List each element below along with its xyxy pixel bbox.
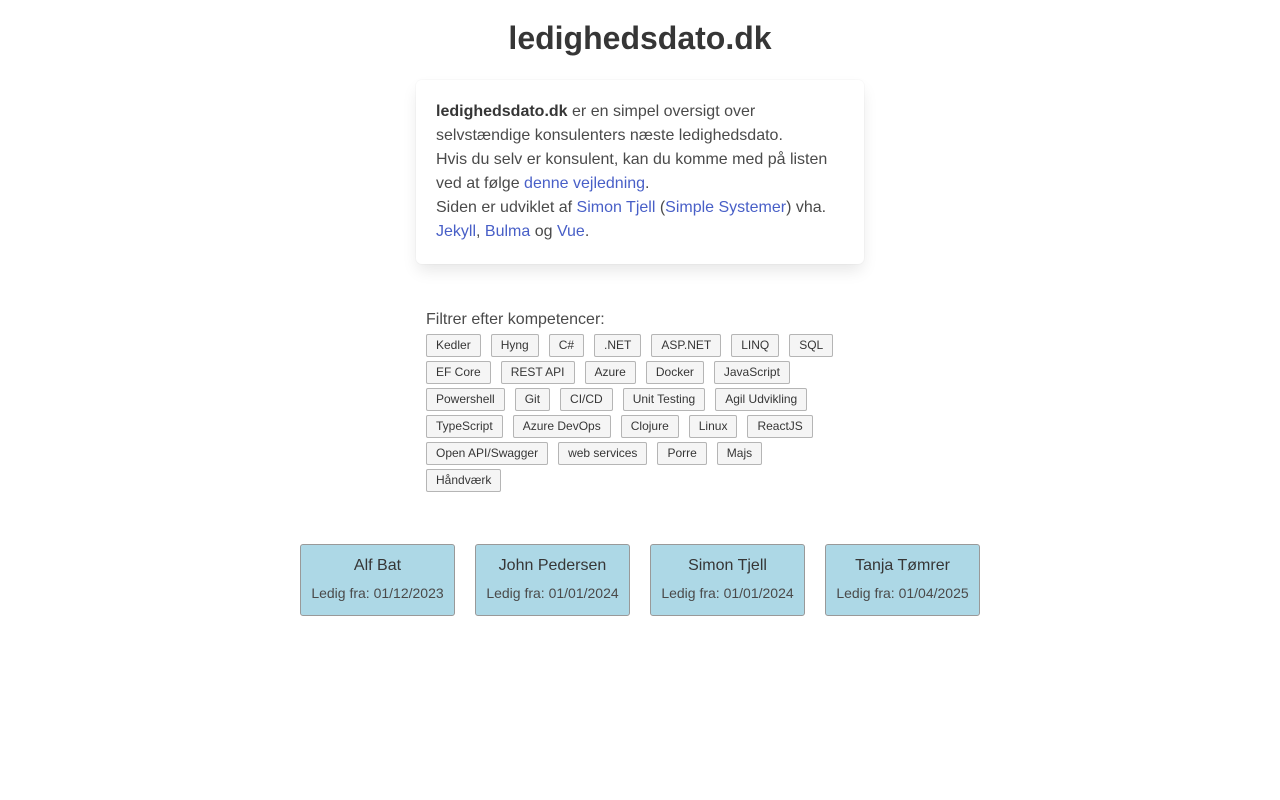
site-name: ledighedsdato.dk <box>436 103 568 120</box>
skill-tag[interactable]: Kedler <box>426 334 481 357</box>
skill-tag[interactable]: REST API <box>501 361 575 384</box>
skill-tag[interactable]: C# <box>549 334 584 357</box>
consultant-card[interactable] <box>825 544 980 616</box>
availability-date: Ledig fra: 01/12/2023 <box>311 585 444 601</box>
intro-box <box>416 80 864 264</box>
skill-tags <box>426 334 846 496</box>
skill-tag[interactable]: Majs <box>717 442 762 465</box>
skill-tag[interactable]: JavaScript <box>714 361 790 384</box>
skill-tag[interactable]: Open API/Swagger <box>426 442 548 465</box>
comma: , <box>476 223 485 240</box>
skill-tag[interactable]: SQL <box>789 334 833 357</box>
availability-date: Ledig fra: 01/01/2024 <box>661 585 794 601</box>
availability-date: Ledig fra: 01/04/2025 <box>836 585 969 601</box>
consultant-name: John Pedersen <box>498 557 607 574</box>
intro-line1: er en simpel oversigt over selvstændige konsulenters næste ledighedsdato. <box>436 103 783 144</box>
skill-tag[interactable]: TypeScript <box>426 415 503 438</box>
skill-tag[interactable]: Git <box>515 388 550 411</box>
consultant-card[interactable] <box>300 544 455 616</box>
filter-label: Filtrer efter kompetencer: <box>426 311 605 328</box>
jekyll-link[interactable]: Jekyll <box>436 223 477 240</box>
skill-tag[interactable]: ASP.NET <box>651 334 721 357</box>
skill-tag[interactable]: Hyng <box>491 334 539 357</box>
intro-line2: Hvis du selv er konsulent, kan du komme med på listen ved at følge <box>436 151 828 192</box>
intro-line3: Siden er udviklet af <box>436 199 577 216</box>
consultant-card[interactable] <box>650 544 805 616</box>
skill-tag[interactable]: Azure DevOps <box>513 415 611 438</box>
consultant-name: Tanja Tømrer <box>855 557 950 574</box>
guide-link[interactable]: denne vejledning <box>524 175 646 192</box>
bulma-link[interactable]: Bulma <box>484 223 531 240</box>
skill-tag[interactable]: Agil Udvikling <box>715 388 807 411</box>
skill-tag[interactable]: web services <box>558 442 647 465</box>
skill-tag[interactable]: Porre <box>657 442 706 465</box>
consultant-cards <box>0 544 1280 616</box>
skill-tag[interactable]: ReactJS <box>747 415 812 438</box>
skill-tag[interactable]: EF Core <box>426 361 491 384</box>
filter-section <box>426 308 856 496</box>
skill-tag[interactable]: Unit Testing <box>623 388 705 411</box>
skill-tag[interactable]: Clojure <box>621 415 679 438</box>
intro-text <box>436 100 844 244</box>
consultant-name: Alf Bat <box>353 557 402 574</box>
consultant-name: Simon Tjell <box>688 557 767 574</box>
availability-date: Ledig fra: 01/01/2024 <box>486 585 619 601</box>
skill-tag[interactable]: Linux <box>689 415 738 438</box>
vue-link[interactable]: Vue <box>556 223 585 240</box>
company-link[interactable]: Simple Systemer <box>665 199 787 216</box>
skill-tag[interactable]: Docker <box>646 361 704 384</box>
period: . <box>584 223 590 240</box>
skill-tag[interactable]: LINQ <box>731 334 779 357</box>
skill-tag[interactable]: Håndværk <box>426 469 501 492</box>
consultant-card[interactable] <box>475 544 630 616</box>
og-text: og <box>530 223 557 240</box>
intro-line3-middle: ) vha. <box>786 199 827 216</box>
page-title: ledighedsdato.dk <box>508 20 772 56</box>
intro-line2-suffix: . <box>645 175 650 192</box>
skill-tag[interactable]: Powershell <box>426 388 505 411</box>
skill-tag[interactable]: .NET <box>594 334 641 357</box>
skill-tag[interactable]: CI/CD <box>560 388 613 411</box>
skill-tag[interactable]: Azure <box>585 361 636 384</box>
author-link[interactable]: Simon Tjell <box>576 199 656 216</box>
paren-open: ( <box>655 199 666 216</box>
